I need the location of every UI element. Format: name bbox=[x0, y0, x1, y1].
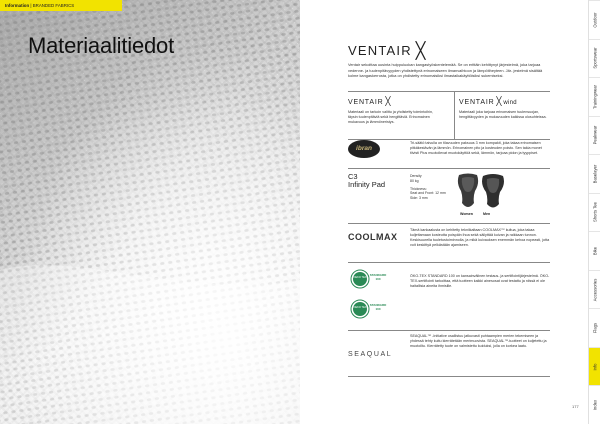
pad-thickness-value1: Seat and Front: 12 mm bbox=[410, 191, 446, 196]
sidebar-tab-index[interactable] bbox=[589, 385, 600, 424]
pad-density-label: Density bbox=[410, 174, 422, 178]
divider bbox=[348, 139, 550, 140]
oeko-badge-text-2: OEKO TEX bbox=[353, 306, 367, 309]
ventair-col1-text: Materiaali on tarkoin valittu ja yhdistetty toimintoihin, täysin tuulenpitäviä sekä hengittäviä. Erinomainen mukavuus ja lämmöneristys. bbox=[348, 110, 434, 124]
sidebar-tab-outdoor[interactable] bbox=[589, 0, 600, 39]
sidebar-tab-info[interactable] bbox=[589, 347, 600, 386]
pad-women-label: Women bbox=[460, 212, 473, 216]
pad-title-line2: Infinity Pad bbox=[348, 180, 386, 189]
divider bbox=[348, 376, 550, 377]
sidebar-tab-bike[interactable] bbox=[589, 231, 600, 270]
sidebar-tab-label: Flags bbox=[592, 323, 597, 334]
page-number: 177 bbox=[572, 404, 579, 409]
ventair-intro: Ventair sekoittaa uusinta huippuluokan kangastyöskentelemää. Se on erittäin kehittynyt järjestelmä, joka tarjoaa vedenne- ja tuulenpitävyyyden yhdistettynä erinomaiseen ilmanvaihtoon ja lämpötiheyteen. Jär- jestelmä sisältää kolme kangaskerrosta, jotka on yhdistetty erinomaisiksi ilmastaikakäyttöisiksi sukemiseksi. bbox=[348, 62, 543, 78]
oeko-label-1-line1: STANDARD bbox=[369, 273, 387, 277]
pad-thickness-value2: Side: 3 mm bbox=[410, 196, 428, 201]
ventair-logo-text: VENTAIR bbox=[348, 43, 412, 58]
sidebar-tab-label: Trainingwear bbox=[592, 84, 597, 109]
ventair-wind-logo-text: VENTAIR bbox=[459, 99, 495, 106]
pad-title bbox=[348, 173, 385, 189]
ventair-logo bbox=[348, 40, 427, 60]
sidebar-tab-label: Outdoor bbox=[592, 12, 597, 28]
pad-density-value: 80 kg bbox=[410, 178, 419, 183]
sidebar-tab-shorts-tee[interactable] bbox=[589, 193, 600, 232]
pad-men-label: Men bbox=[483, 212, 491, 216]
ventair-col2-text: Materiaali joka tarjoaa erinomaisen tuulensuojan, hengittävyyden ja mukavuuden kaikissa olosuhteissa. bbox=[459, 110, 547, 119]
right-page bbox=[300, 0, 600, 424]
sidebar-tab-label: Accessories bbox=[592, 278, 597, 301]
ventair-col1-logo-text: VENTAIR bbox=[348, 99, 384, 106]
column-divider bbox=[454, 91, 455, 139]
oeko-tex-badge-1 bbox=[350, 268, 390, 295]
ventair-col1-logo: VENTAIR ╳ bbox=[348, 96, 392, 106]
pad-women-image bbox=[455, 173, 481, 211]
ibran-logo: ibran bbox=[348, 140, 380, 158]
seaqual-logo: SEAQUAL bbox=[348, 351, 393, 358]
divider bbox=[348, 262, 550, 263]
sidebar-tab-label: Index bbox=[592, 400, 597, 411]
section-tag-rest: | BRANDED FABRICS bbox=[29, 3, 75, 8]
page-title: Materiaalitiedot bbox=[28, 33, 174, 58]
ventair-wind-logo: VENTAIR ╳wind bbox=[459, 96, 517, 106]
ventair-wind-suffix: wind bbox=[503, 100, 517, 106]
oeko-label-1-line2: 100 bbox=[375, 277, 381, 281]
section-sidebar bbox=[588, 0, 600, 424]
divider bbox=[348, 330, 550, 331]
oeko-tex-badge-2 bbox=[350, 298, 390, 325]
divider bbox=[348, 168, 550, 169]
coolmax-text: Tämä kankaalusta on kehitetty tekniikaltaan COOLMAX™ kuitua, joka takaa kuljettamaan kosteutta poispäin ihoa sekä säilyttää kuivan ja raikkaan tunnon. Keskisuurella tuuletustoiminnolla, ja mikä kuivauksen enemmän kehoa nopeasti, jotta voit keskittyä pelkästään ajamiseen. bbox=[410, 228, 550, 247]
sidebar-tab-accessories[interactable] bbox=[589, 270, 600, 309]
section-tag bbox=[0, 0, 122, 11]
pad-specs bbox=[410, 174, 450, 201]
sidebar-tab-sportswear[interactable] bbox=[589, 39, 600, 78]
divider bbox=[348, 91, 550, 92]
sidebar-tab-peakwear[interactable] bbox=[589, 116, 600, 155]
pad-men-image bbox=[480, 173, 506, 211]
oeko-label-2-line2: 100 bbox=[375, 307, 381, 311]
sidebar-tab-label: Sportswear bbox=[592, 47, 597, 69]
coolmax-logo: COOLMAX bbox=[348, 232, 398, 242]
sidebar-tab-label: Shorts Tee bbox=[592, 202, 597, 223]
sidebar-tab-label: Baselayer bbox=[592, 164, 597, 184]
sidebar-tab-label: Bike bbox=[592, 246, 597, 256]
seaqual-text: SEAQUAL™ -Initiative osallistuu jatkuvasti puhtaampien merien tekemiseen ja yhdessä tehty kuitu kierrätetään merimuovista. SEAQUAL™-tuotteet on kuljetettu ja muotoiltu. Kierrätetty tuote on valmistettu kuiduksi, jolla on korkea laatu. bbox=[410, 334, 547, 348]
pad-thickness-label: Thickness: bbox=[410, 186, 427, 191]
ventair-x-mark: ╳ bbox=[415, 43, 427, 60]
sidebar-tab-flags[interactable] bbox=[589, 308, 600, 347]
section-tag-bold: Information bbox=[5, 3, 30, 8]
sidebar-tab-label: Info bbox=[592, 363, 597, 371]
oeko-text: ÖKO-TEX STANDARD 100 on kansainvälinen testaus- ja sertifiointijärjestelmä. ÖKO-TEX-sertifiointi tarkoittaa, että tuotteen kaikki ainesosat ovat testattu ja niissä ei ole haitallisia aineita ihmisille. bbox=[410, 274, 550, 288]
sidebar-tab-label: Peakwear bbox=[592, 126, 597, 145]
oeko-badge-text-1: OEKO TEX bbox=[353, 276, 367, 279]
sidebar-tab-baselayer[interactable] bbox=[589, 154, 600, 193]
pad-title-line1: C3 bbox=[348, 172, 358, 181]
oeko-label-2-line1: STANDARD bbox=[369, 303, 387, 307]
ibran-text: Tri-säätö taivulla on tilavuuden paksuus 3 mm kompakti, joka takaa erinomaisen pitkäkestävän ja lämmön. Erinomainen pito ja kosteuden poisto. Sen takia monet tiivisti Plus muotoilevat muotokäyttöä sekä, lämmön, tarjoaa pidon ja tyyppiset. bbox=[410, 141, 542, 155]
divider bbox=[348, 223, 550, 224]
sidebar-tab-trainingwear[interactable] bbox=[589, 77, 600, 116]
